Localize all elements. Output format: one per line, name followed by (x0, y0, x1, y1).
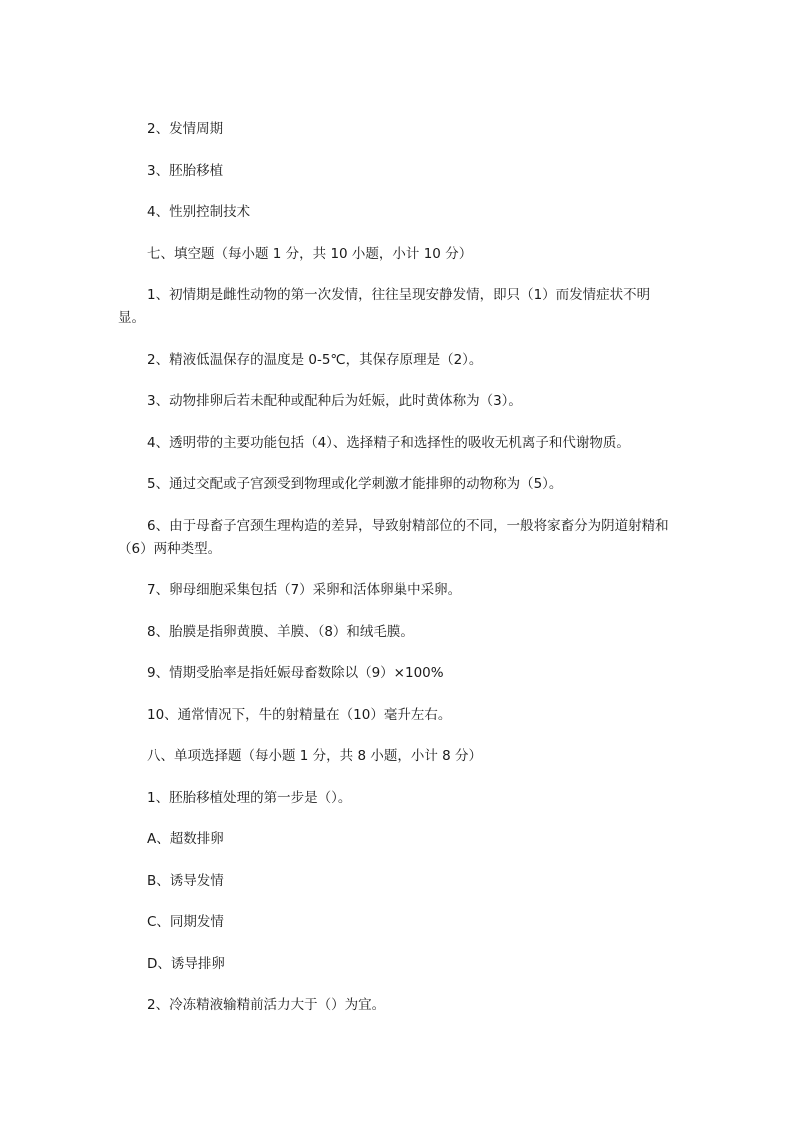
fill-blank-question-9: 9、情期受胎率是指妊娠母畜数除以（9）×100% (147, 665, 444, 681)
choice-question-1: 1、胚胎移植处理的第一步是（）。 (147, 789, 352, 806)
document-body (118, 118, 676, 1036)
fill-blank-question-2: 2、精液低温保存的温度是 0-5℃，其保存原理是（2）。 (147, 351, 483, 368)
fill-blank-question-4: 4、透明带的主要功能包括（4）、选择精子和选择性的吸收无机离子和代谢物质。 (147, 434, 630, 451)
fill-blank-question-5: 5、通过交配或子宫颈受到物理或化学刺激才能排卵的动物称为（5）。 (147, 476, 563, 492)
choice-option-a: A、超数排卵 (147, 831, 224, 847)
fill-blank-question-7: 7、卵母细胞采集包括（7）采卵和活体卵巢中采卵。 (147, 582, 462, 598)
choice-option-c: C、同期发情 (147, 914, 224, 930)
fill-blank-question-6: 6、由于母畜子宫颈生理构造的差异，导致射精部位的不同，一般将家畜分为阴道射精和（6）两种类型。 (118, 517, 669, 557)
section-heading-fill-blank: 七、填空题（每小题 1 分，共 10 小题，小计 10 分） (147, 245, 473, 262)
paragraph-estrous-cycle: 2、发情周期 (147, 121, 224, 137)
fill-blank-question-10: 10、通常情况下，牛的射精量在（10）毫升左右。 (147, 706, 452, 723)
paragraph-embryo-transfer: 3、胚胎移植 (147, 162, 224, 179)
fill-blank-question-3: 3、动物排卵后若未配种或配种后为妊娠，此时黄体称为（3）。 (147, 393, 522, 409)
fill-blank-question-8: 8、胎膜是指卵黄膜、羊膜、（8）和绒毛膜。 (147, 623, 414, 640)
section-heading-single-choice: 八、单项选择题（每小题 1 分，共 8 小题，小计 8 分） (147, 748, 483, 764)
fill-blank-question-1: 1、初情期是雌性动物的第一次发情，往往呈现安静发情，即只（1）而发情症状不明显。 (118, 287, 651, 326)
choice-option-b: B、诱导发情 (147, 872, 224, 889)
choice-option-d: D、诱导排卵 (147, 955, 225, 972)
paragraph-sex-control: 4、性别控制技术 (147, 204, 251, 220)
choice-question-2: 2、冷冻精液输精前活力大于（）为宜。 (147, 997, 386, 1013)
